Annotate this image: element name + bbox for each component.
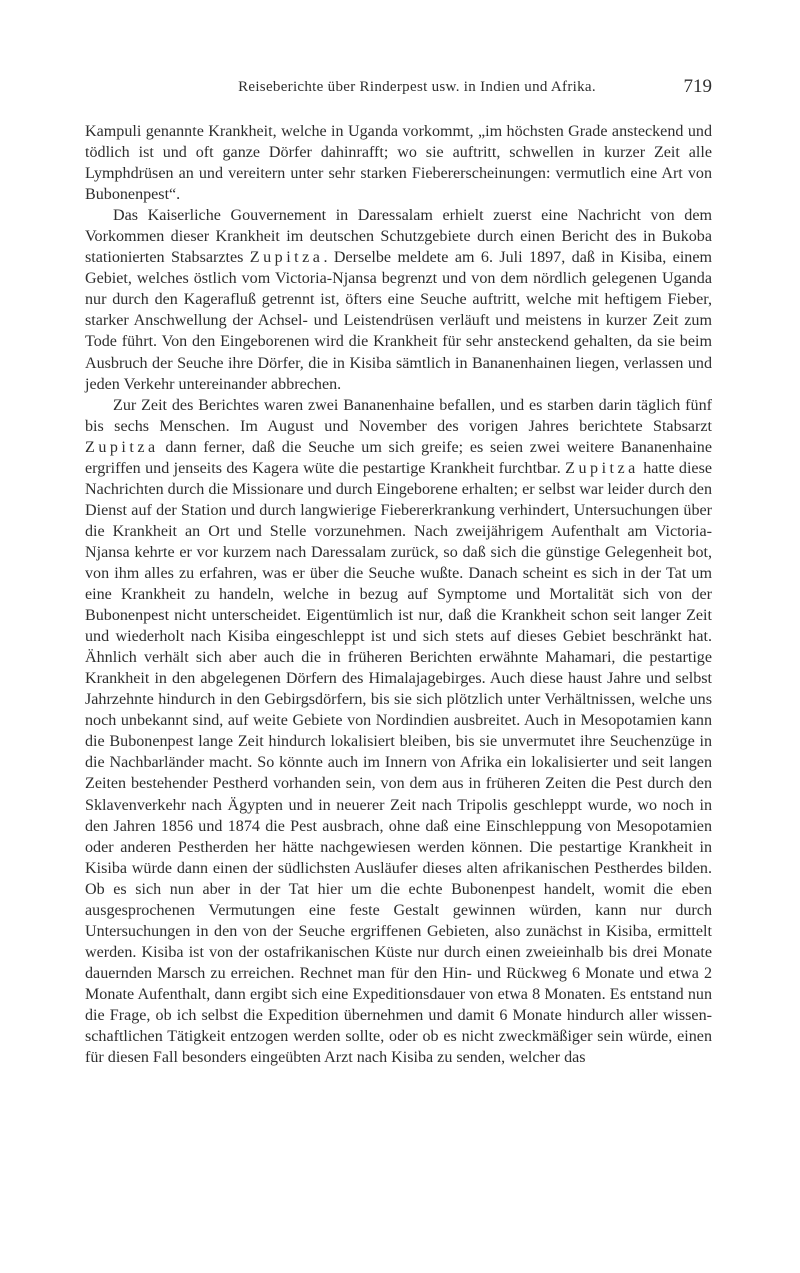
author-name: Zupitza xyxy=(85,438,159,456)
author-name: Zupitza xyxy=(249,249,324,267)
running-header xyxy=(122,76,712,100)
text-segment: hatte diese Nachrichten durch die Missionare und durch Eingeborene erhalten; er selbst war leider durch den Dienst auf der Station und durch langwierige Fiebererkrankung verhindert, Untersuchungen über die Krankheit an Ort und Stelle vorzunehmen. Nach zweijährigem Aufenthalt am Victoria-Njansa kehrte er vor kurzem nach Daressalam zurück, so daß sich die günstige Gelegenheit bot, von ihm alles zu erfahren, was er über die Seuche wußte. Danach scheint es sich in der Tat um eine Krankheit zu handeln, welche in bezug auf Symptome und Mortalität sich von der Bubonenpest nicht unterscheidet. Eigentümlich ist nur, daß die Krankheit schon seit langer Zeit und wiederholt nach Kisiba eingeschleppt ist und sich stets auf dieses Gebiet beschränkt hat. Ähnlich verhält sich aber auch die in früheren Berichten erwähnte Mahamari, die pestartige Krankheit in den abgelegenen Dörfern des Himalajagebirges. Auch diese haust Jahre und selbst Jahrzehnte hindurch in den Gebirgsdörfern, bis sie sich plötzlich unter Verhältnissen, welche uns noch unbekannt sind, auf weite Gebiete von Nordindien ausbreitet. Auch in Mesopotamien kann die Bubonenpest lange Zeit hindurch lokalisiert bleiben, bis sie unvermutet ihre Seuchenzüge in die Nachbarländer macht. So könnte auch im Innern von Afrika ein lokalisierter und seit langen Zeiten bestehender Pestherd vorhanden sein, von dem aus in früheren Zeiten die Pest durch den Sklavenverkehr nach Ägypten und in neuerer Zeit nach Tripolis geschleppt wurde, wo noch in den Jahren 1856 und 1874 die Pest ausbrach, ohne daß eine Einschleppung von Mesopotamien oder anderen Pestherden her hätte nachgewiesen werden können. Die pestartige Krankheit in Kisiba würde dann einen der südlichsten Ausläufer dieses alten afrikanischen Pestherdes bilden. Ob es sich nun aber in der Tat hier um die echte Bubonenpest handelt, womit die eben ausgesprochenen Vermutungen eine feste Gestalt gewinnen würden, kann nur durch Untersuchungen in den von der Seuche ergriffenen Gebieten, also zunächst in Kisiba, ermittelt werden. Kisiba ist von der ostafrikanischen Küste nur durch einen zweieinhalb bis drei Monate dauernden Marsch zu erreichen. Rechnet man für den Hin- und Rückweg 6 Monate und etwa 2 Monate Aufenthalt, dann ergibt sich eine Expeditionsdauer von etwa 8 Monaten. Es entstand nun die Frage, ob ich selbst die Expedition übernehmen und damit 6 Monate hindurch aller wissenschaftlichen Tätigkeit entzogen werden sollte, oder ob es nicht zweckmäßiger sein würde, einen für diesen Fall besonders eingeübten Arzt nach Kisiba zu senden, welcher das xyxy=(85,459,712,1067)
author-name: Zupitza xyxy=(565,459,639,477)
page-number: 719 xyxy=(683,76,712,97)
running-header-title: Reiseberichte über Rinderpest usw. in Indien und Afrika. xyxy=(238,79,596,95)
text-segment: dann ferner, daß die Seuche um sich greife; es seien zwei weitere Bananenhaine ergriffen und jenseits des Kagera wüte die pestartige Krankheit furchtbar. xyxy=(85,438,712,477)
text-segment: Das Kaiserliche Gouvernement in Daressalam erhielt zuerst eine Nachricht von dem Vorkommen dieser Krankheit im deutschen Schutzgebiete durch einen Bericht des in Bukoba stationierten Stabsarztes xyxy=(85,207,712,267)
paragraph xyxy=(85,121,712,205)
text-segment: Zur Zeit des Berichtes waren zwei Bananenhaine befallen, und es starben darin täglich fünf bis sechs Menschen. Im August und November des vorigen Jahres berichtete Stabsarzt xyxy=(85,396,712,435)
text-segment: Kampuli genannte Krankheit, welche in Uganda vorkommt, „im höchsten Grade ansteckend und tödlich ist und oft ganze Dörfer dahinrafft; wo sie auftritt, schwellen in kurzer Zeit alle Lymphdrüsen an und vereitern unter sehr starken Fiebererscheinungen: vermutlich eine Art von Bubonenpest“. xyxy=(85,123,712,204)
paragraph xyxy=(85,395,712,1069)
body-text xyxy=(85,121,712,1068)
text-segment: . Derselbe meldete am 6. Juli 1897, daß in Kisiba, einem Gebiet, welches östlich vom Victoria-Njansa begrenzt und von dem nördlich gelegenen Uganda nur durch den Kagerafluß getrennt ist, öfters eine Seuche auftritt, welche mit heftigem Fieber, starker Anschwellung der Achsel- und Leistendrüsen verläuft und meistens in kurzer Zeit zum Tode führt. Von den Eingeborenen wird die Krankheit für sehr ansteckend gehalten, da sie beim Ausbruch der Seuche ihre Dörfer, die in Kisiba sämtlich in Bananenhainen liegen, verlassen und jeden Verkehr untereinander abbrechen. xyxy=(85,249,713,393)
paragraph xyxy=(85,205,712,394)
